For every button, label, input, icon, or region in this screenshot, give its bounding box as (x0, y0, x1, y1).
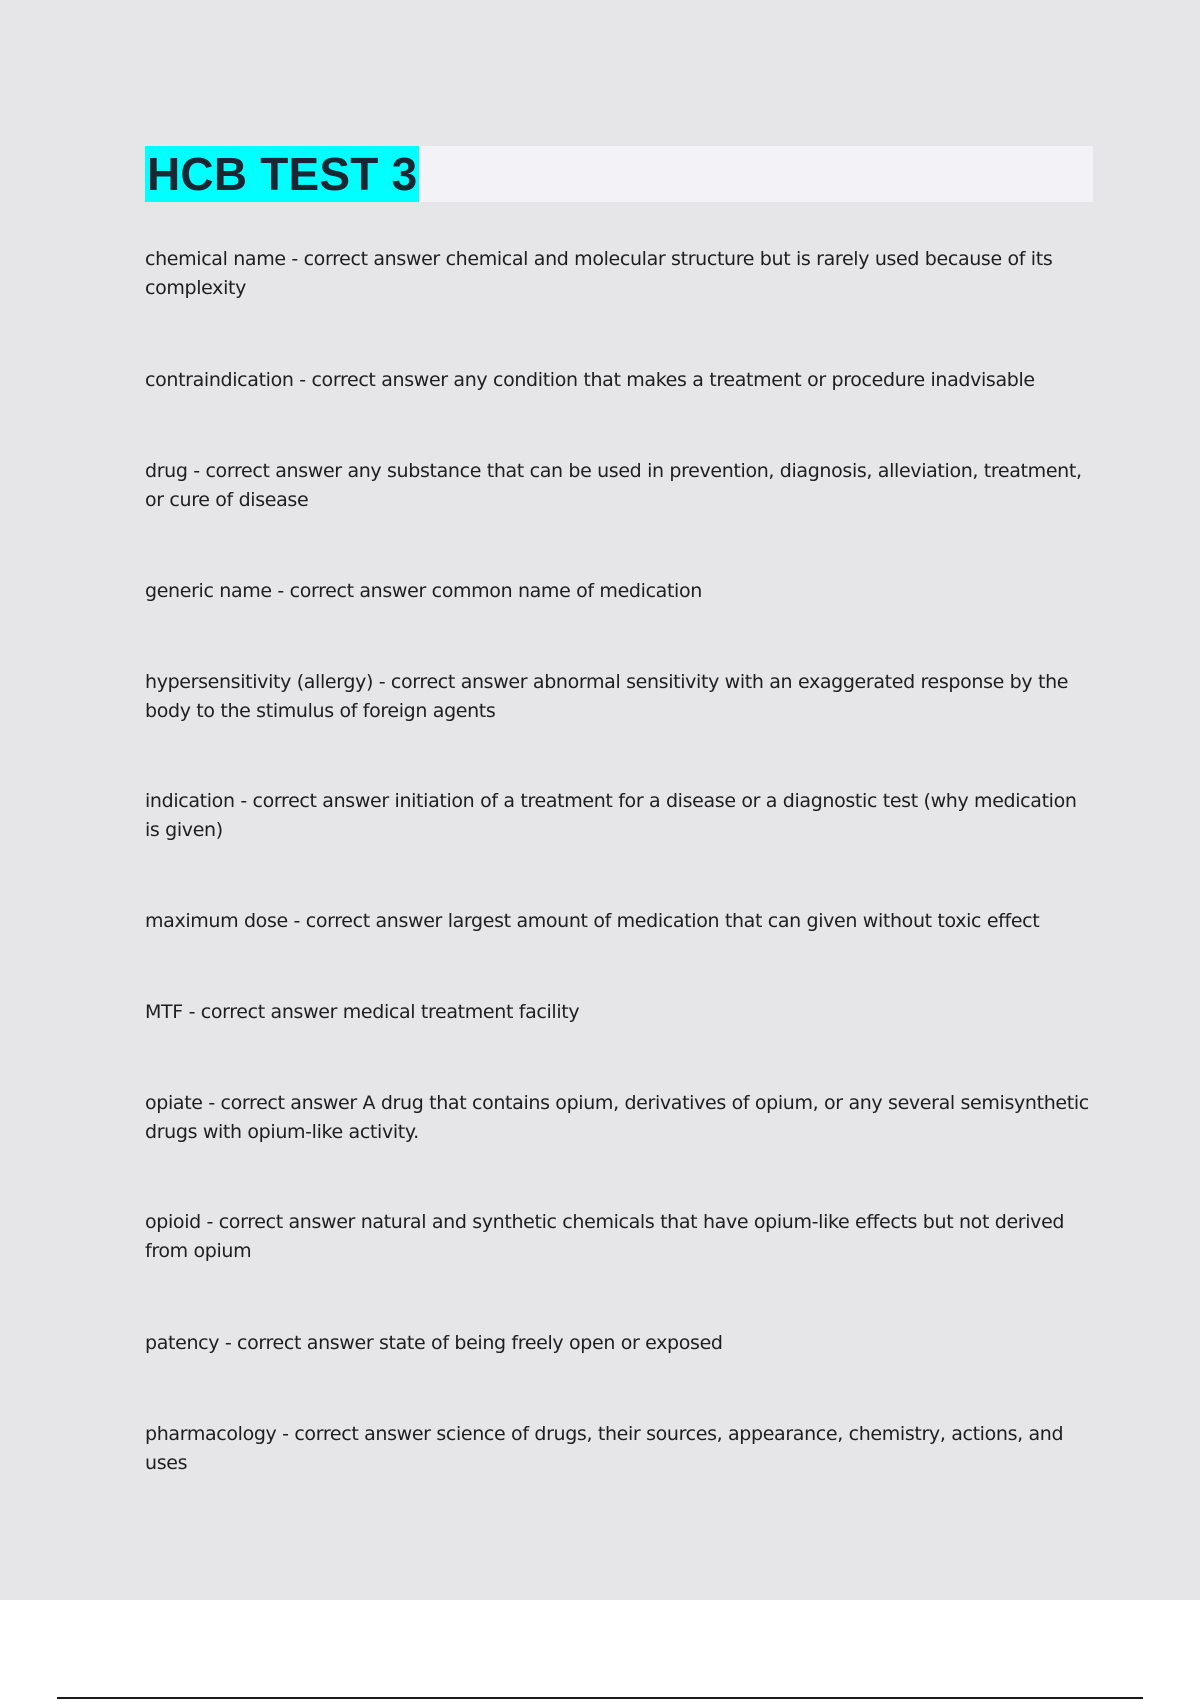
definition-entry: pharmacology - correct answer science of drugs, their sources, appearance, chemistry, actions, and uses (145, 1423, 1064, 1474)
definition-entry: maximum dose - correct answer largest amount of medication that can given without toxic effect (145, 910, 1040, 932)
definition-entry: opioid - correct answer natural and synthetic chemicals that have opium-like effects but not derived from opium (145, 1211, 1065, 1262)
document-title: HCB TEST 3 (147, 148, 418, 200)
definition-entry: opiate - correct answer A drug that contains opium, derivatives of opium, or any several semisynthetic drugs with opium-like activity. (145, 1092, 1089, 1143)
footer-divider (57, 1697, 1143, 1699)
definition-entry: drug - correct answer any substance that can be used in prevention, diagnosis, alleviation, treatment, or cure of disease (145, 460, 1082, 511)
definition-entry: indication - correct answer initiation of a treatment for a disease or a diagnostic test (why medication is given) (145, 790, 1077, 841)
definition-entry: contraindication - correct answer any condition that makes a treatment or procedure inadvisable (145, 369, 1035, 391)
definition-entry: chemical name - correct answer chemical and molecular structure but is rarely used because of its complexity (145, 248, 1053, 299)
title-bar (145, 146, 1093, 202)
definition-entry: patency - correct answer state of being freely open or exposed (145, 1332, 723, 1354)
definition-entry: generic name - correct answer common name of medication (145, 580, 702, 602)
definition-entry: hypersensitivity (allergy) - correct answer abnormal sensitivity with an exaggerated response by the body to the stimulus of foreign agents (145, 671, 1069, 722)
definition-entry: MTF - correct answer medical treatment facility (145, 1001, 580, 1023)
